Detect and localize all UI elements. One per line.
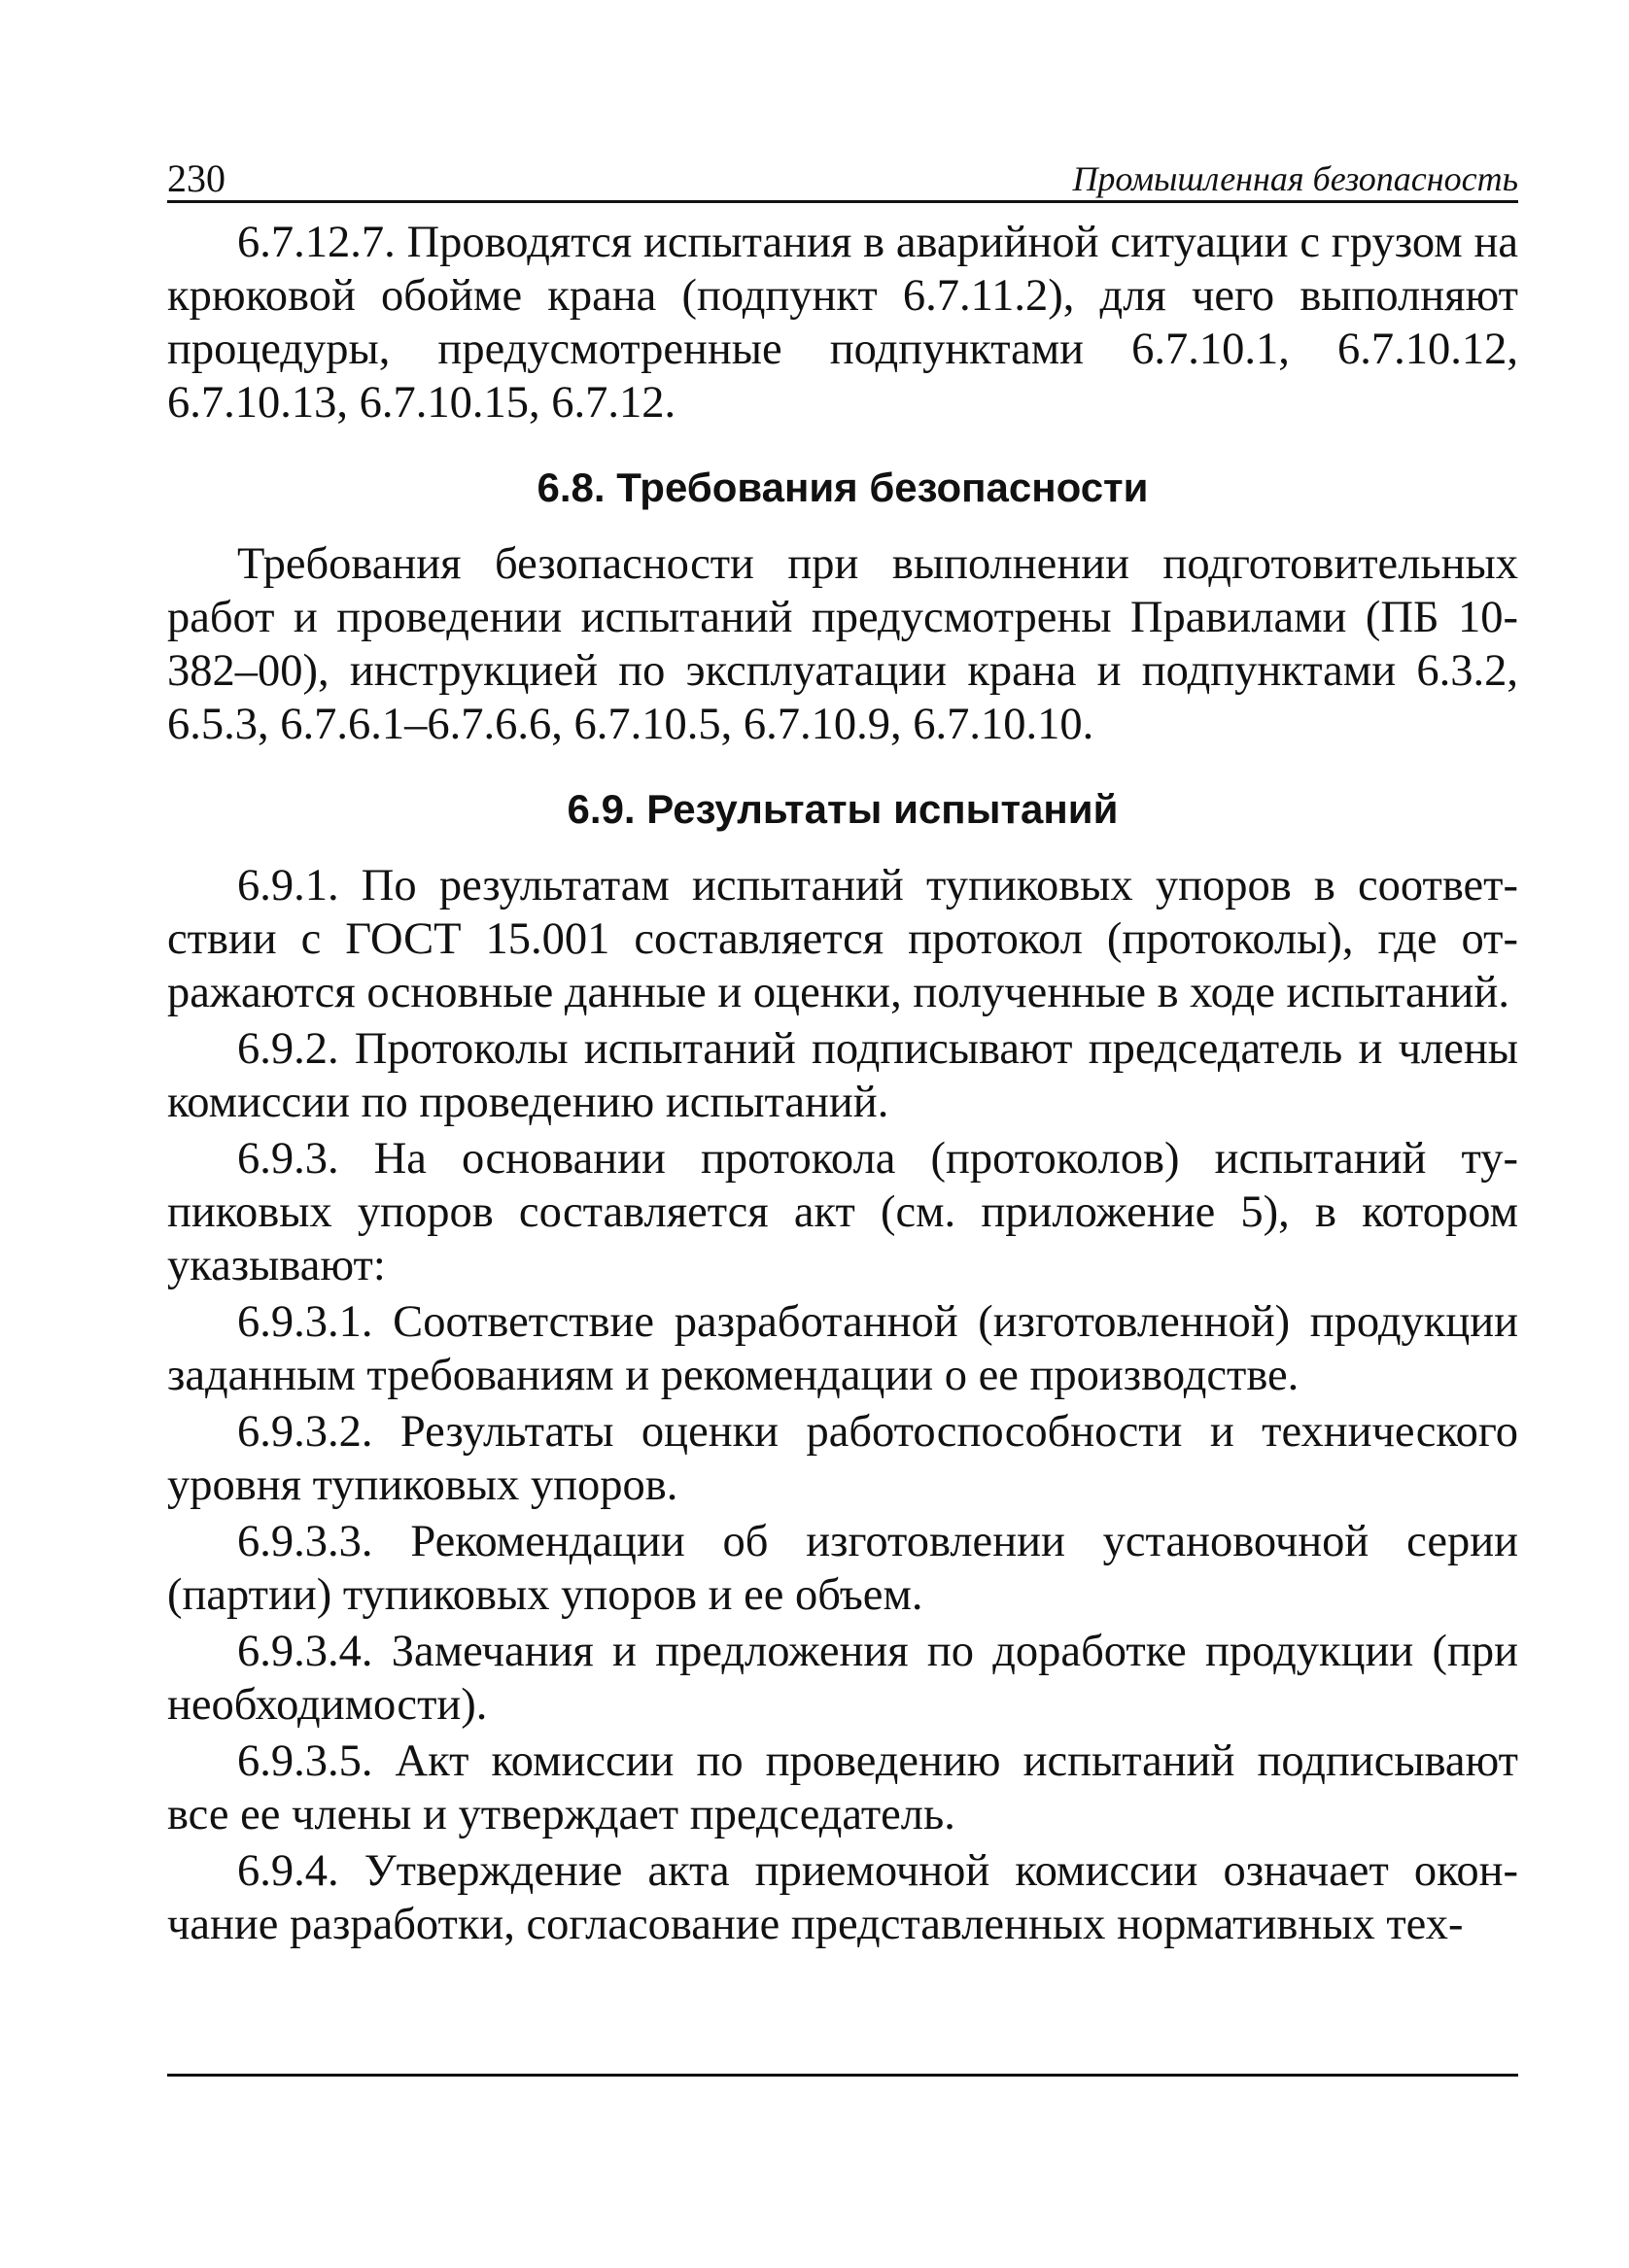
paragraph-6-9-3-1: 6.9.3.1. Соответствие разработанной (изготовленной) продукции заданным требованиям и рекомендации о ее производстве. — [167, 1297, 1518, 1400]
paragraph-6-9-3-2: 6.9.3.2. Результаты оценки работоспособности и технического уровня тупиковых упоров. — [167, 1407, 1518, 1510]
paragraph-6-8: Требования безопасности при выполнении подготовительных работ и проведении испытаний предусмотрены Правилами (ПБ 10-382–00), инструкцией по эксплуатации крана и подпунктами 6.3.2, 6.5.3, 6.7.6.1–6.7.6.6, 6.7.10.5, 6.7.10.9, 6.7.10.10. — [167, 539, 1518, 749]
body-text — [167, 216, 1518, 1951]
spacer — [167, 836, 1518, 859]
page-number: 230 — [167, 156, 225, 200]
paragraph-6-9-3-5: 6.9.3.5. Акт комиссии по проведению испытаний подписывают все ее члены и утверждает председатель. — [167, 1736, 1518, 1839]
running-header — [167, 146, 1518, 203]
paragraph-6-9-3: 6.9.3. На основании протокола (протоколов) испытаний тупиковых упоров составляется акт (см. приложение 5), в котором указывают: — [167, 1134, 1518, 1290]
paragraph-6-9-3-3: 6.9.3.3. Рекомендации об изготовлении установочной серии (партии) тупиковых упоров и ее объем. — [167, 1517, 1518, 1620]
paragraph-6-7-12-7: 6.7.12.7. Проводятся испытания в аварийной ситуации с грузом на крюковой обойме крана (подпункт 6.7.11.2), для чего выполняют процедуры, предусмотренные подпунктами 6.7.10.1, 6.7.10.12, 6.7.10.13, 6.7.10.15, 6.7.12. — [167, 218, 1518, 428]
spacer — [167, 514, 1518, 537]
section-heading-6-8: 6.8. Требования безопасности — [537, 464, 1149, 510]
section-heading-6-9: 6.9. Результаты испытаний — [567, 786, 1119, 832]
paragraph-6-9-3-4: 6.9.3.4. Замечания и предложения по доработке продукции (при необходимости). — [167, 1627, 1518, 1730]
paragraph-6-9-4: 6.9.4. Утверждение акта приемочной комиссии означает окончание разработки, согласование представленных нормативных тех- — [167, 1846, 1518, 1949]
paragraph-6-9-1: 6.9.1. По результатам испытаний тупиковых упоров в соответствии с ГОСТ 15.001 составляется протокол (протоколы), где отражаются основные данные и оценки, полученные в ходе испытаний. — [167, 861, 1518, 1017]
spacer — [167, 430, 1518, 461]
footer-rule — [167, 2074, 1518, 2077]
running-title: Промышленная безопасность — [1072, 159, 1518, 198]
paragraph-6-9-2: 6.9.2. Протоколы испытаний подписывают председатель и члены комиссии по проведению испытаний. — [167, 1024, 1518, 1127]
spacer — [167, 751, 1518, 782]
